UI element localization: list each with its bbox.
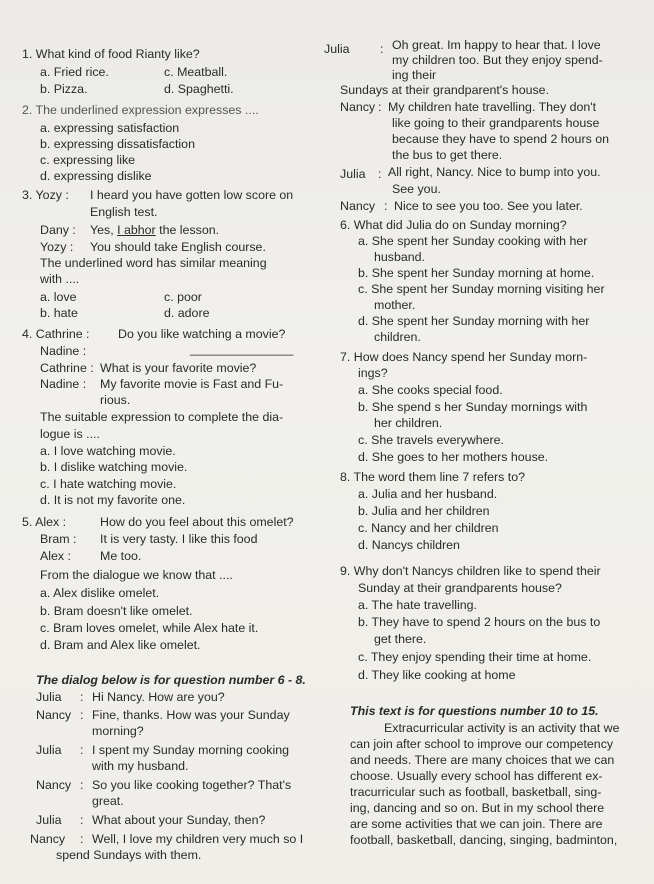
dialog-cont3-text: My children hate travelling. They don't [388,100,597,114]
dialog-cont1-cont1: my children too. But they enjoy spend- [392,53,603,67]
q3-line2-speaker: Dany : [40,223,76,237]
q9-option-b: b. They have to spend 2 hours on the bus to [358,615,601,629]
q4-line4-text: My favorite movie is Fast and Fu- [100,377,284,391]
passage-line-2: can join after school to improve our competency [350,737,614,751]
dialog-cont3-cont2: because they have to spend 2 hours on [392,132,609,146]
dialog-line1-text: Hi Nancy. How are you? [92,690,225,704]
q3-line1-speaker: 3. Yozy : [22,188,69,202]
q4-line1-text: Do you like watching a movie? [118,327,286,341]
q5-line1-text: How do you feel about this omelet? [100,515,294,529]
q3-stem-1: The underlined word has similar meaning [40,256,267,270]
dialog-cont4-cont1: See you. [392,182,441,196]
dialog-line4-cont: great. [92,794,124,808]
dialog-line2-sep: : [80,708,84,722]
dialog-cont3-cont3: the bus to get there. [392,148,503,162]
q5-option-a: a. Alex dislike omelet. [40,586,160,600]
q3-option-a: a. love [40,290,77,304]
q5-line3-speaker: Alex : [40,549,71,563]
q2-option-c: c. expressing like [40,153,136,167]
q2-stem: 2. The underlined expression expresses .... [22,103,259,117]
q4-stem-1: The suitable expression to complete the dia- [40,410,284,424]
q4-option-b: b. I dislike watching movie. [40,460,188,474]
q4-line4-cont: rious. [100,393,131,407]
passage-line-5: tracurricular such as football, basketball, sing- [350,785,602,799]
dialog-heading: The dialog below is for question number 6 - 8. [36,673,306,687]
q3-line2 [90,223,219,237]
q5-line2-text: It is very tasty. I like this food [100,532,258,546]
q6-option-d-cont: children. [374,330,421,344]
dialog-line5-sep: : [80,813,84,827]
passage-line-3: and needs. There are many choices that we can [350,753,615,767]
q1-option-d: d. Spaghetti. [164,82,234,96]
dialog-line6-cont: spend Sundays with them. [56,848,202,862]
q3-line3-speaker: Yozy : [40,240,74,254]
q1-stem: 1. What kind of food Rianty like? [22,47,200,61]
q1-option-c: c. Meatball. [164,65,228,79]
dialog-line4-sep: : [80,778,84,792]
q7-option-b-cont: her children. [374,416,443,430]
dialog-line6-speaker: Nancy [30,832,66,846]
dialog-cont4-sep: : [378,167,382,181]
q9-option-b-cont: get there. [374,632,427,646]
dialog-line3-speaker: Julia [36,743,62,757]
dialog-cont4-speaker: Julia [340,167,366,181]
q4-option-a: a. I love watching movie. [40,444,176,458]
q5-option-b: b. Bram doesn't like omelet. [40,604,193,618]
dialog-cont5-text: Nice to see you too. See you later. [394,199,583,213]
q2-option-d: d. expressing dislike [40,169,152,183]
dialog-cont3-cont1: like going to their grandparents house [392,116,600,130]
dialog-cont5-speaker: Nancy [340,199,376,213]
q8-option-d: d. Nancys children [358,538,460,552]
q4-option-d: d. It is not my favorite one. [40,493,186,507]
dialog-line2-speaker: Nancy [36,708,72,722]
dialog-cont2-text: Sundays at their grandparent's house. [340,83,550,97]
q5-option-d: d. Bram and Alex like omelet. [40,638,201,652]
dialog-line2-cont: morning? [92,724,144,738]
dialog-cont1-speaker: Julia [324,42,350,56]
dialog-line3-sep: : [80,743,84,757]
q5-option-c: c. Bram loves omelet, while Alex hate it. [40,621,259,635]
q2-option-a: a. expressing satisfaction [40,121,180,135]
q9-option-d: d. They like cooking at home [358,668,516,682]
q7-option-a: a. She cooks special food. [358,383,503,397]
q6-stem: 6. What did Julia do on Sunday morning? [340,218,567,232]
q7-stem-1: 7. How does Nancy spend her Sunday morn- [340,350,588,364]
q5-stem: From the dialogue we know that .... [40,568,233,582]
q4-option-c: c. I hate watching movie. [40,477,177,491]
q7-option-b: b. She spend s her Sunday mornings with [358,400,588,414]
q9-option-c: c. They enjoy spending their time at home. [358,650,592,664]
dialog-cont3-sep: : [378,100,382,114]
dialog-cont5-sep: : [384,199,388,213]
q7-option-d: d. She goes to her mothers house. [358,450,549,464]
q4-answer-blank: _______________ [190,342,294,356]
dialog-line1-sep: : [80,690,84,704]
passage-line-1: Extracurricular activity is an activity that we [384,721,620,735]
q3-option-d: d. adore [164,306,210,320]
q8-option-a: a. Julia and her husband. [358,487,498,501]
q3-option-c: c. poor [164,290,202,304]
dialog-line4-text: So you like cooking together? That's [92,778,292,792]
q6-option-b: b. She spent her Sunday morning at home. [358,266,595,280]
q2-option-b: b. expressing dissatisfaction [40,137,195,151]
q6-option-c-cont: mother. [374,298,416,312]
q5-line1-speaker: 5. Alex : [22,515,67,529]
q3-line1-cont: English test. [90,205,158,219]
q3-line2-pre: Yes, [90,223,118,237]
q4-line4-speaker: Nadine : [40,377,87,391]
q5-line2-speaker: Bram : [40,532,77,546]
dialog-line3-cont: with my husband. [92,759,189,773]
dialog-cont1-text: Oh great. Im happy to hear that. I love [392,38,601,52]
q3-line2-post: the lesson. [155,223,220,237]
dialog-line4-speaker: Nancy [36,778,72,792]
q4-line1-speaker: 4. Cathrine : [22,327,90,341]
dialog-cont1-cont2: ing their [392,68,437,82]
q1-option-b: b. Pizza. [40,82,88,96]
q3-stem-2: with .... [40,272,80,286]
dialog-line2-text: Fine, thanks. How was your Sunday [92,708,290,722]
dialog-line3-text: I spent my Sunday morning cooking [92,743,289,757]
dialog-line5-speaker: Julia [36,813,62,827]
q6-option-c: c. She spent her Sunday morning visiting her [358,282,605,296]
dialog-cont3-speaker: Nancy [340,100,376,114]
q6-option-a-cont: husband. [374,250,425,264]
q9-stem-1: 9. Why don't Nancys children like to spend their [340,564,601,578]
q4-line3-text: What is your favorite movie? [100,361,257,375]
q4-stem-2: logue is .... [40,427,100,441]
q8-option-c: c. Nancy and her children [358,521,499,535]
dialog-cont4-text: All right, Nancy. Nice to bump into you. [388,165,601,179]
q6-option-d: d. She spent her Sunday morning with her [358,314,590,328]
q8-option-b: b. Julia and her children [358,504,490,518]
q1-option-a: a. Fried rice. [40,65,109,79]
q7-option-c: c. She travels everywhere. [358,433,504,447]
q3-option-b: b. hate [40,306,78,320]
q9-option-a: a. The hate travelling. [358,598,477,612]
dialog-line6-text: Well, I love my children very much so I [92,832,304,846]
q8-stem: 8. The word them line 7 refers to? [340,470,526,484]
text-heading: This text is for questions number 10 to 15. [350,704,599,718]
dialog-line6-sep: : [80,832,84,846]
q7-stem-2: ings? [358,366,388,380]
q5-line3-text: Me too. [100,549,142,563]
dialog-line1-speaker: Julia [36,690,62,704]
dialog-line5-text: What about your Sunday, then? [92,813,266,827]
passage-line-4: choose. Usually every school has different ex- [350,769,603,783]
q6-option-a: a. She spent her Sunday cooking with her [358,234,588,248]
q9-stem-2: Sunday at their grandparents house? [358,581,562,595]
q4-line2-speaker: Nadine : [40,344,87,358]
q3-line1-text: I heard you have gotten low score on [90,188,294,202]
q4-line3-speaker: Cathrine : [40,361,94,375]
passage-line-8: football, basketball, dancing, singing, badminton, [350,833,618,847]
passage-line-7: are some activities that we can join. There are [350,817,603,831]
q3-underlined-word: I abhor [117,223,156,237]
passage-line-6: ing, dancing and so on. But in my school there [350,801,605,815]
dialog-cont1-sep: : [380,42,384,56]
q3-line3-text: You should take English course. [90,240,266,254]
